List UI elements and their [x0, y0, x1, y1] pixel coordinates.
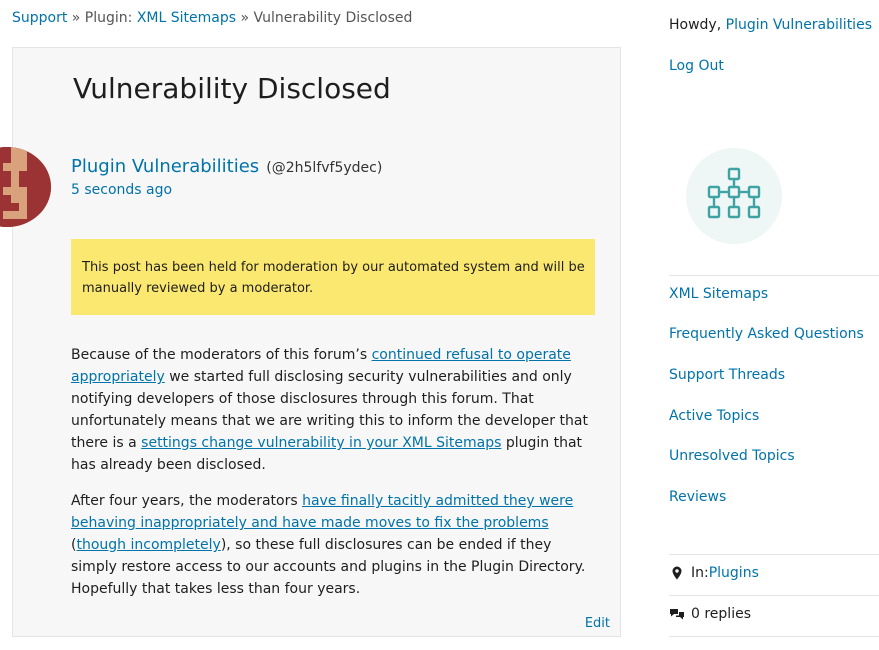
- forum-location: [669, 565, 759, 581]
- post-paragraph: [71, 490, 595, 600]
- admitted-link[interactable]: have finally tacitly admitted they were behaving inappropriately and have made moves to fix the problems: [71, 493, 574, 531]
- incompletely-link[interactable]: though incompletely: [76, 537, 221, 553]
- in-plugins-link[interactable]: Plugins: [708, 565, 759, 581]
- vulnerability-link[interactable]: settings change vulnerability in your XML Sitemaps: [141, 435, 502, 451]
- user-profile-link[interactable]: Plugin Vulnerabilities: [725, 17, 872, 33]
- speech-bubbles-icon: [669, 606, 685, 622]
- post-text: After four years, the moderators: [71, 493, 303, 509]
- divider: [669, 554, 879, 555]
- sitemap-icon: [705, 167, 763, 225]
- sidebar-link-unresolved-topics[interactable]: Unresolved Topics: [669, 448, 795, 464]
- post-text: we started full disclosing security vulnerabilities and only notifying developers of those disclosures through this forum. That unfortunately means that we are writing this to inform the developer that there is a: [71, 369, 588, 451]
- sidebar-link-xml-sitemaps[interactable]: XML Sitemaps: [669, 286, 769, 302]
- plugin-icon: [686, 148, 782, 244]
- breadcrumb-sep: »: [236, 10, 254, 26]
- author-line: [71, 156, 382, 177]
- sidebar: [669, 0, 879, 650]
- sidebar-link-support-threads[interactable]: Support Threads: [669, 367, 786, 383]
- author-handle: (@2h5lfvf5ydec): [266, 160, 383, 176]
- sidebar-link-active-topics[interactable]: Active Topics: [669, 408, 760, 424]
- post-text: Because of the moderators of this forum’s: [71, 347, 372, 363]
- howdy-line: [669, 17, 872, 33]
- sidebar-link-faq[interactable]: Frequently Asked Questions: [669, 326, 864, 342]
- post-paragraph: [71, 344, 595, 476]
- howdy-text: Howdy,: [669, 17, 726, 33]
- breadcrumb-support[interactable]: Support: [12, 10, 68, 26]
- topic-card: [12, 47, 621, 637]
- refusal-link[interactable]: continued refusal to operate appropriately: [71, 347, 571, 385]
- author-name-link[interactable]: Plugin Vulnerabilities: [71, 156, 260, 177]
- post-body: [71, 344, 595, 614]
- breadcrumb: [12, 10, 412, 26]
- breadcrumb-sep: » Plugin:: [67, 10, 137, 26]
- post-time-link[interactable]: 5 seconds ago: [71, 182, 173, 198]
- post-text: ), so these full disclosures can be ended if they simply restore access to our accounts and plugins in the Plugin Directory. Hopefully that takes less than four years.: [71, 537, 586, 597]
- divider: [669, 275, 879, 276]
- breadcrumb-current: Vulnerability Disclosed: [253, 10, 413, 26]
- page-title: Vulnerability Disclosed: [73, 72, 391, 105]
- post-text: plugin that has already been disclosed.: [71, 435, 583, 473]
- sidebar-link-reviews[interactable]: Reviews: [669, 489, 727, 505]
- breadcrumb-plugin[interactable]: XML Sitemaps: [136, 10, 237, 26]
- reply-count: [669, 606, 751, 622]
- divider: [669, 636, 879, 637]
- edit-link[interactable]: Edit: [584, 616, 610, 631]
- in-label: In:: [691, 565, 709, 581]
- avatar[interactable]: [0, 147, 51, 227]
- location-pin-icon: [669, 565, 685, 581]
- divider: [669, 595, 879, 596]
- moderation-notice: This post has been held for moderation by our automated system and will be manually reviewed by a moderator.: [71, 239, 595, 315]
- replies-count: 0 replies: [691, 606, 751, 622]
- logout-link[interactable]: Log Out: [669, 58, 724, 74]
- post-text: (: [71, 537, 77, 553]
